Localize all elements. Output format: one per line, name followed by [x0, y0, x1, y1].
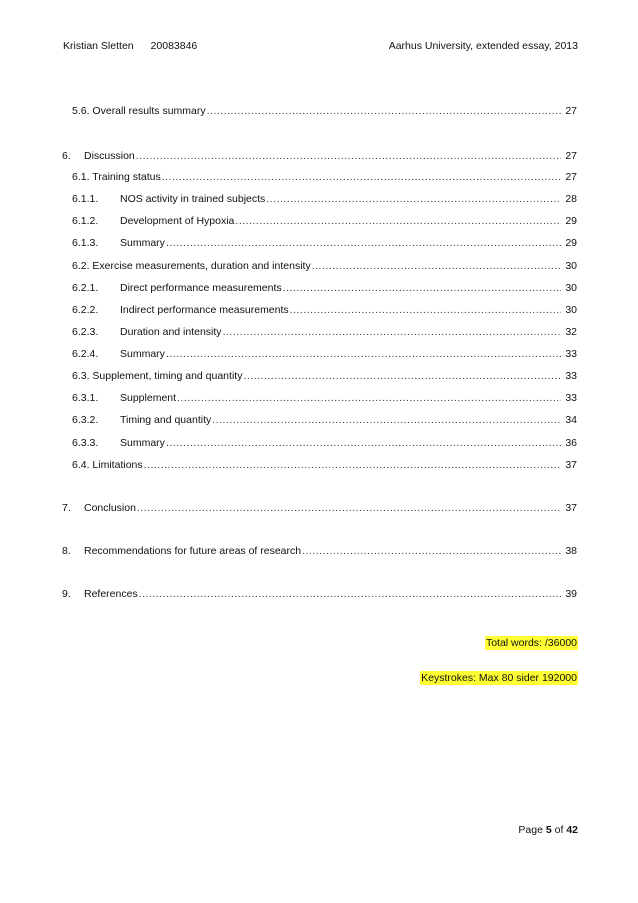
toc-entry[interactable] [72, 413, 577, 427]
header-student-id: 20083846 [150, 40, 198, 52]
toc-entry-page: 38 [565, 545, 577, 557]
toc-entry-number: 6.3.2. [72, 414, 99, 426]
toc-entry-number: 9. [62, 588, 71, 600]
toc-entry-page: 27 [565, 105, 577, 117]
toc-dot-leader [223, 325, 561, 339]
toc-entry-page: 33 [565, 370, 577, 382]
toc-entry-title: Recommendations for future areas of research [84, 545, 302, 557]
toc-entry[interactable] [72, 436, 577, 450]
toc-entry[interactable] [72, 303, 577, 317]
toc-entry-number: 6.3.1. [72, 392, 99, 404]
toc-dot-leader [137, 501, 561, 515]
toc-entry[interactable] [72, 325, 577, 339]
toc-entry-page: 37 [565, 502, 577, 514]
header-left [63, 40, 197, 52]
toc-entry-title: Supplement [120, 392, 177, 404]
toc-entry[interactable] [72, 281, 577, 295]
toc-dot-leader [166, 347, 561, 361]
toc-dot-leader [177, 391, 561, 405]
toc-dot-leader [302, 544, 561, 558]
toc-dot-leader [243, 369, 561, 383]
toc-entry-page: 39 [565, 588, 577, 600]
toc-dot-leader [166, 236, 561, 250]
footer-page-total: 42 [566, 824, 578, 836]
toc-dot-leader [212, 413, 561, 427]
toc-entry-title: Summary [120, 348, 165, 360]
footer-page-label: Page [518, 824, 543, 836]
toc-entry-page: 37 [565, 459, 577, 471]
toc-dot-leader [139, 587, 561, 601]
toc-entry-page: 30 [565, 282, 577, 294]
toc-entry-title: 6.4. Limitations [72, 459, 143, 471]
toc-entry[interactable] [72, 192, 577, 206]
toc-dot-leader [144, 458, 561, 472]
toc-entry[interactable] [62, 501, 577, 515]
toc-entry-title: Direct performance measurements [120, 282, 282, 294]
toc-dot-leader [266, 192, 561, 206]
toc-entry-title: 5.6. Overall results summary [72, 105, 206, 117]
toc-dot-leader [162, 170, 561, 184]
toc-entry-number: 6.2.1. [72, 282, 99, 294]
toc-entry-number: 6.1.3. [72, 237, 99, 249]
page-footer [518, 824, 578, 836]
toc-entry-title: Duration and intensity [120, 326, 222, 338]
footer-page-current: 5 [545, 824, 552, 836]
toc-entry-page: 36 [565, 437, 577, 449]
toc-entry-page: 33 [565, 392, 577, 404]
footer-of: of [554, 824, 564, 836]
toc-entry[interactable] [72, 369, 577, 383]
toc-entry-page: 27 [565, 150, 577, 162]
toc-entry[interactable] [72, 458, 577, 472]
toc-entry-number: 7. [62, 502, 71, 514]
toc-entry-number: 6.2.2. [72, 304, 99, 316]
toc-dot-leader [312, 259, 561, 273]
toc-entry[interactable] [62, 544, 577, 558]
page-header [63, 40, 578, 52]
toc-dot-leader [166, 436, 561, 450]
toc-dot-leader [235, 214, 561, 228]
toc-entry-page: 34 [565, 414, 577, 426]
toc-entry-title: 6.2. Exercise measurements, duration and intensity [72, 260, 311, 272]
toc-entry-page: 32 [565, 326, 577, 338]
header-institution: Aarhus University, extended essay, 2013 [388, 40, 578, 52]
toc-entry-title: 6.1. Training status [72, 171, 161, 183]
toc-entry-title: Conclusion [84, 502, 136, 514]
toc-entry[interactable] [72, 236, 577, 250]
header-author: Kristian Sletten [63, 40, 134, 52]
toc-entry[interactable] [62, 149, 577, 163]
toc-dot-leader [207, 104, 561, 118]
toc-entry-page: 27 [565, 171, 577, 183]
toc-entry[interactable] [72, 104, 577, 118]
toc-entry[interactable] [72, 259, 577, 273]
toc-entry-number: 6. [62, 150, 71, 162]
toc-entry-title: 6.3. Supplement, timing and quantity [72, 370, 243, 382]
toc-entry[interactable] [62, 587, 577, 601]
toc-entry-title: Indirect performance measurements [120, 304, 289, 316]
keystrokes-note: Keystrokes: Max 80 sider 192000 [421, 672, 577, 684]
toc-entry-title: Summary [120, 437, 165, 449]
toc-dot-leader [283, 281, 561, 295]
toc-entry-number: 6.2.3. [72, 326, 99, 338]
toc-entry-number: 6.3.3. [72, 437, 99, 449]
toc-entry[interactable] [72, 170, 577, 184]
toc-entry-title: References [84, 588, 138, 600]
toc-entry-page: 30 [565, 304, 577, 316]
toc-entry-page: 33 [565, 348, 577, 360]
toc-entry-page: 28 [565, 193, 577, 205]
toc-dot-leader [290, 303, 561, 317]
total-words-note: Total words: /36000 [485, 637, 577, 649]
toc-dot-leader [136, 149, 561, 163]
toc-entry-number: 6.2.4. [72, 348, 99, 360]
toc-entry[interactable] [72, 214, 577, 228]
toc-entry-title: Summary [120, 237, 165, 249]
toc-entry-number: 6.1.1. [72, 193, 99, 205]
toc-entry-page: 30 [565, 260, 577, 272]
toc-entry[interactable] [72, 391, 577, 405]
toc-entry-number: 6.1.2. [72, 215, 99, 227]
toc-entry-title: Discussion [84, 150, 135, 162]
toc-entry-page: 29 [565, 215, 577, 227]
toc-entry-number: 8. [62, 545, 71, 557]
toc-entry-title: NOS activity in trained subjects [120, 193, 266, 205]
toc-entry-title: Development of Hypoxia [120, 215, 235, 227]
toc-entry-title: Timing and quantity [120, 414, 212, 426]
toc-entry-page: 29 [565, 237, 577, 249]
toc-entry[interactable] [72, 347, 577, 361]
